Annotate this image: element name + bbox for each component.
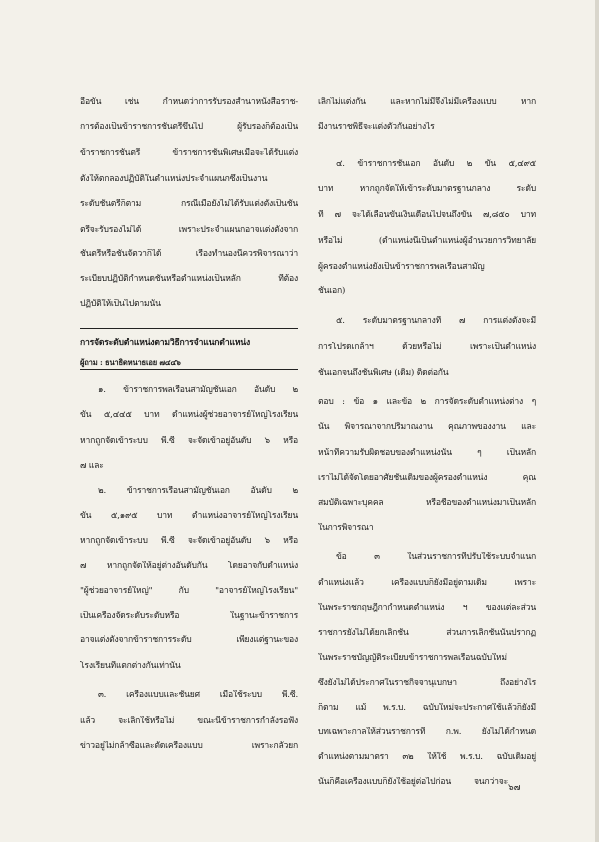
text-line: หรือไม่ (ตำแหน่งนี้เป็นตำแหน่งผู้อำนวยการวิทยาลัย [318, 236, 536, 246]
text-line: ชั้นเอกจนถึงชั้นพิเศษ (เดิม) ติดต่อกัน [318, 368, 449, 378]
section-author: ผู้ถาม : ธนาธิดหนาธเอย ๗๔๔๖ [80, 358, 181, 367]
text-line: "ผู้ช่วยอาจารย์ใหญ่" กับ "อาจารย์ใหญ่โรงเรียน" [80, 586, 298, 596]
text-line: ตรีจะรับรองไม่ได้ เพราะประจำแผนกอาจแต่งตั้งจาก [80, 225, 298, 235]
text-line: ข้อ ๓ ในส่วนราชการที่ปรับใช้ระบบจำแนก [336, 552, 536, 562]
text-line: นั้น พิจารณาจากปริมาณงาน คุณภาพของงาน และ [318, 422, 536, 432]
text-line: สมบัติเฉพาะบุคคล หรือชื่อของตำแหน่งมาเป็นหลัก [318, 498, 536, 508]
text-line: ๕. ระดับมาตรฐานกลางที่ ๗ การแต่งตั้งจะมี [336, 316, 536, 326]
text-line: ระเบียบปฏิบัติกำหนดชั้นหรือตำแหน่งเป็นหลัก ที่ต้อง [80, 274, 298, 284]
text-line: ๓. เครื่องแบบและชั้นยศ เมื่อใช้ระบบ พี.ซี. [98, 690, 298, 700]
page-edge-shadow [595, 0, 599, 842]
text-line: ชั้นเอก) [318, 286, 346, 296]
text-line: ชั้นตรีหรือชั้นจัตวาก็ได้ เรื่องทำนองนี้ควรพิจารณาว่า [80, 249, 298, 259]
page-number: ๖๗ [508, 783, 521, 793]
text-line: มีงานราชพิธีจะแต่งตัวกันอย่างไร [318, 122, 435, 132]
text-line: แล้ว จะเลิกใช้หรือไม่ ขณะนี้ข้าราชการกำลังรอฟัง [80, 716, 298, 726]
text-line: โรงเรียนที่แตกต่างกันเท่านั้น [80, 661, 181, 671]
text-line: ขั้น ๕,๑๙๕ บาท ตำแหน่งอาจารย์ใหญ่โรงเรียน [80, 511, 298, 521]
text-line: ข่าวอยู่ไม่กล้าซื้อและตัดเครื่องแบบ เพราะกลัวยก [80, 741, 298, 751]
text-line: ข้าราชการชั้นตรี ข้าราชการชั้นพิเศษเมื่อจะได้รับแต่ง [80, 148, 298, 158]
text-line: ตำแหน่งแล้ว เครื่องแบบก็ยังมีอยู่ตามเดิม เพราะ [318, 578, 536, 588]
text-line: อาจแต่งตั้งจากข้าราชการระดับ เพียงแต่ฐานะของ [80, 635, 298, 645]
text-line: ก็ตาม แม้ พ.ร.บ. ฉบับใหม่จะประกาศใช้แล้วก็ยังมี [318, 703, 536, 713]
text-line: ๔. ข้าราชการชั้นเอก อันดับ ๒ ขั้น ๕,๔๙๕ [336, 159, 536, 169]
text-line: บาท หากถูกจัดให้เข้าระดับมาตรฐานกลาง ระดับ [318, 184, 536, 194]
text-line: อื่อขั้น เช่น กำหนดว่าการรับรองสำนาหนังสือราช- [80, 97, 298, 107]
text-line: หากถูกจัดเข้าระบบ พี.ซี จะจัดเข้าอยู่อันดับ ๖ หรือ [80, 436, 298, 446]
text-line: ที่ ๗ จะได้เลื่อนขั้นเงินเดือนไปจนถึงขั้น ๗,๘๕๐ บาท [318, 210, 536, 220]
text-line: ๒. ข้าราชการเรือนสามัญชั้นเอก อันดับ ๒ [98, 486, 298, 496]
text-line: ระดับชั้นตรีก็ตาม กรณีเมื่อยังไม่ได้รับแต่งตั้งเป็นชั้น [80, 199, 298, 209]
text-line: ปฏิบัติให้เป็นไปตามนั้น [80, 299, 161, 309]
text-line: ซึ่งยังไม่ได้ประกาศในราชกิจจานุเบกษา ถึงอย่างไร [318, 678, 536, 688]
text-line: เป็นเครื่องจัดระดับระดับหรือ ในฐานะข้าราชการ [80, 611, 298, 621]
text-line: ๑. ข้าราชการพลเรือนสามัญชั้นเอก อันดับ ๒ [98, 385, 298, 395]
text-line: ผู้ครองตำแหน่งยังเป็นข้าราชการพลเรือนสามัญ [318, 262, 485, 272]
text-line: ราชการยังไม่ได้ยกเลิกชั้น ส่วนการเลิกชั้นนั้นปรากฏ [318, 628, 536, 638]
text-line: ตั้งให้ตกลองปฏิบัติในตำแหน่งประจำแผนกซึ่งเป็นงาน [80, 174, 268, 184]
text-line: ในพระราชบัญญัติระเบียบข้าราชการพลเรือนฉบับใหม่ [318, 653, 507, 663]
text-line: ขั้น ๕,๔๔๕ บาท ดำแหน่งผู้ช่วยอาจารย์ใหญ่โรงเรียน [80, 410, 298, 420]
answer-line: ตอบ : ข้อ ๑ และข้อ ๒ การจัดระดับตำแหน่งต่าง ๆ [318, 397, 536, 407]
text-line: ในพระราชกฤษฎีกากำหนดตำแหน่ง ฯ ของแต่ละส่วน [318, 603, 536, 613]
section-rule-bottom [80, 369, 298, 370]
text-line: หน้าที่ความรับผิดชอบของตำแหน่งนั้น ๆ เป็นหลัก [318, 448, 536, 458]
text-line: ในการพิจารณา [318, 523, 374, 533]
text-line: ตำแหน่งตามมาตรา ๓๒ ให้ใช้ พ.ร.บ. ฉบับเดิมอยู่ [318, 752, 536, 762]
text-line: หากถูกจัดเข้าระบบ พี.ซี จะจัดเข้าอยู่อันดับ ๖ หรือ [80, 536, 298, 546]
text-line: บทเฉพาะกาลให้ส่วนราชการที่ ก.พ. ยังไม่ได้กำหนด [318, 727, 536, 737]
text-line: นั่นก็คือเครื่องแบบก็ยังใช้อยู่ต่อไปก่อน จนกว่าจะ [318, 777, 508, 787]
text-line: ๗ และ [80, 461, 104, 471]
section-rule-top [80, 328, 298, 329]
section-title: การจัดระดับตำแหน่งตามวิธีการจำแนกตำแหน่ง [80, 338, 250, 348]
text-line: ๗ หากถูกจัดให้อยู่ต่างอันดับกัน โดยอาจกับดำแหน่ง [80, 561, 298, 571]
text-line: เราไม่ได้จัดโดยอาศัยชั้นเดิมของผู้ครองตำแหน่ง คุณ [318, 473, 536, 483]
text-line: การโปรดเกล้าฯ ด้วยหรือไม่ เพราะเป็นตำแหน่ง [318, 342, 536, 352]
text-line: การต้องเป็นข้าราชการชั้นตรีขึ้นไป ผู้รับรองก็ต้องเป็น [80, 122, 298, 132]
text-line: เลิกไม่แต่งกัน และหากไม่มีจึงไม่มีเครื่องแบบ หาก [318, 97, 536, 107]
